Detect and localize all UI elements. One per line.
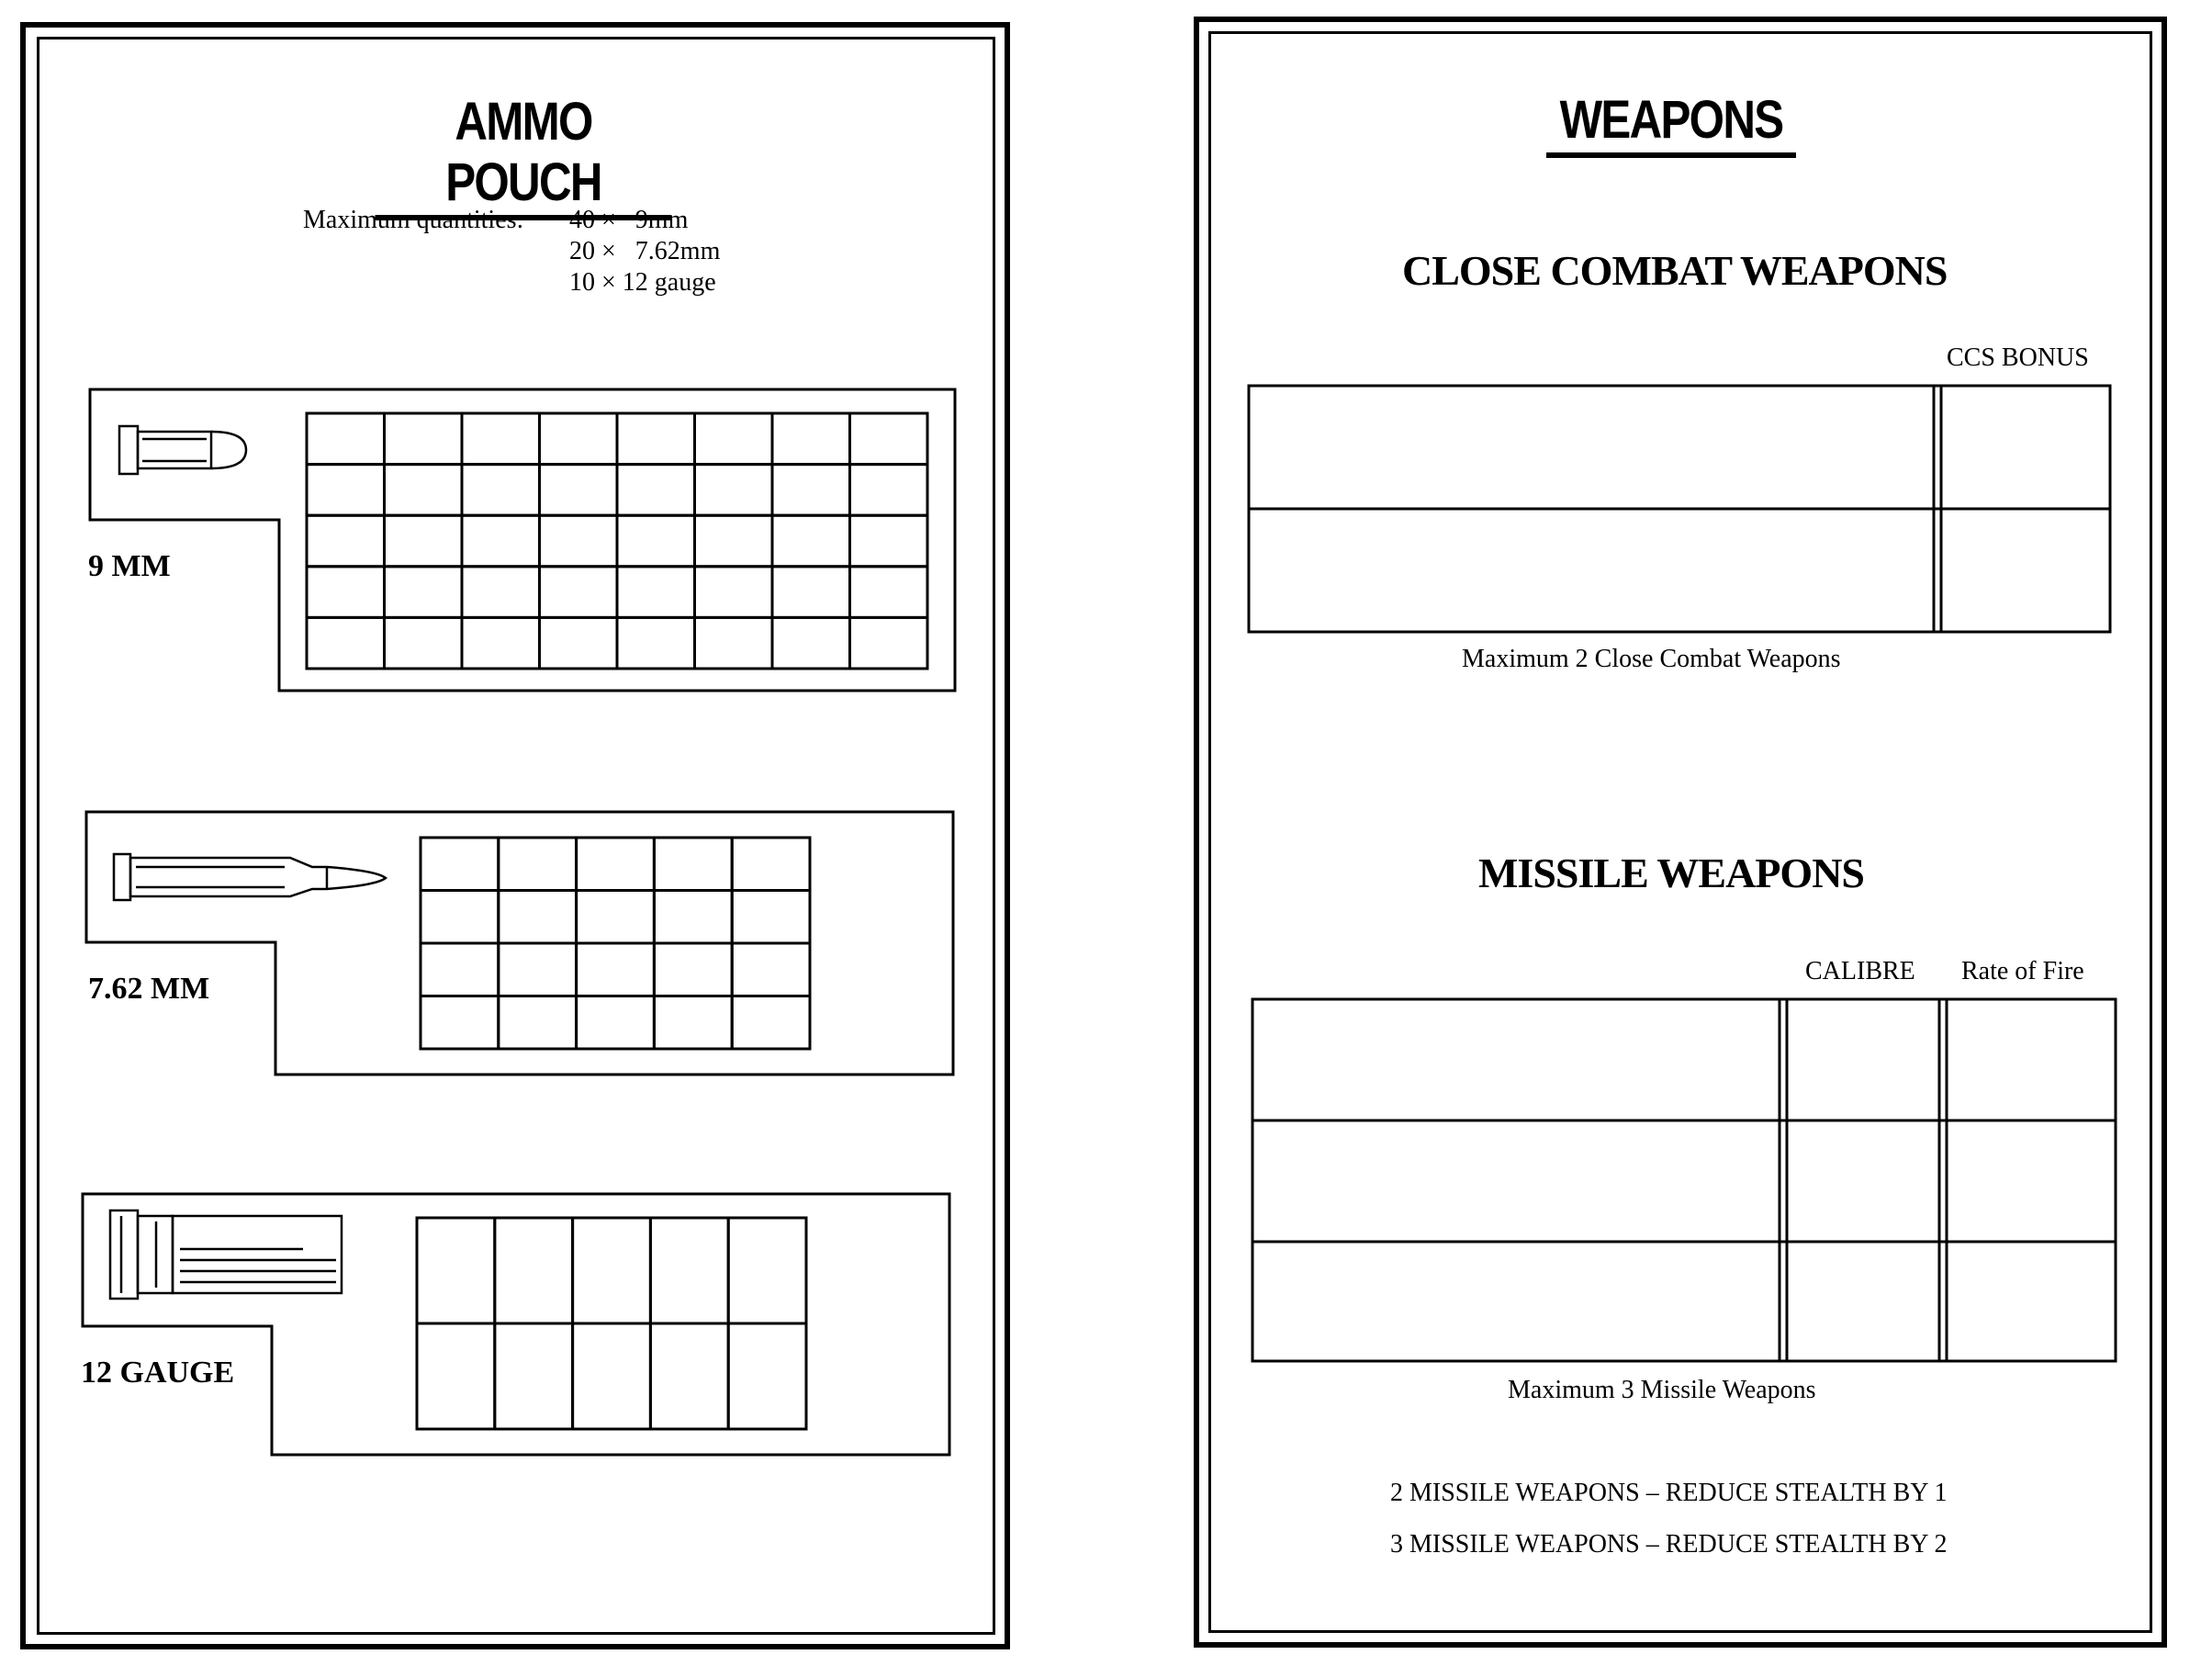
ammo-slot	[540, 465, 618, 516]
ammo-slot	[307, 465, 385, 516]
ammo-slot	[307, 617, 385, 669]
ccs-bonus-label: CCS BONUS	[1947, 343, 2089, 372]
max-quantities-label: Maximum quantities:	[303, 206, 524, 234]
ammo-slot	[850, 617, 928, 669]
ammo-slot	[540, 617, 618, 669]
ammo-slot	[577, 943, 655, 996]
missile-weapons-table	[1252, 999, 2116, 1361]
weapons-title: WEAPONS	[1546, 90, 1796, 158]
ammo-slot	[385, 617, 463, 669]
ammo-slot	[617, 515, 695, 567]
ammo-slot	[385, 413, 463, 465]
ammo-slot	[540, 515, 618, 567]
ammo-grid-9mm	[307, 413, 927, 669]
ammo-slot	[654, 891, 732, 944]
ammo-grid-762mm	[421, 838, 810, 1049]
ammo-slot	[495, 1218, 573, 1323]
ammo-slot	[495, 1323, 573, 1429]
ammo-grid-12gauge	[417, 1218, 806, 1429]
ammo-slot	[462, 567, 540, 618]
ammo-slot	[417, 1323, 495, 1429]
ammo-slot	[421, 838, 499, 891]
ammo-slot	[695, 465, 773, 516]
ammo-slot	[573, 1323, 651, 1429]
close-combat-table	[1249, 386, 2110, 632]
ammo-pouch-title: AMMO POUCH	[376, 92, 672, 220]
ammo-slot	[772, 413, 850, 465]
ammo-slot	[421, 943, 499, 996]
ammo-slot	[307, 413, 385, 465]
calibre-label: CALIBRE	[1805, 957, 1915, 985]
ammo-slot	[772, 617, 850, 669]
ammo-slot	[385, 465, 463, 516]
ammo-slot	[695, 515, 773, 567]
ammo-slot	[417, 1218, 495, 1323]
ammo-slot	[850, 567, 928, 618]
ammo-slot	[695, 413, 773, 465]
section-label-9mm: 9 MM	[88, 549, 171, 583]
ammo-slot	[850, 413, 928, 465]
ammo-slot	[499, 943, 577, 996]
cartridge-762mm-icon	[114, 854, 386, 900]
ammo-slot	[499, 838, 577, 891]
ammo-slot	[850, 515, 928, 567]
ammo-slot	[499, 891, 577, 944]
cartridge-9mm-icon	[119, 426, 246, 474]
ammo-slot	[577, 996, 655, 1050]
ammo-slot	[577, 891, 655, 944]
missile-weapons-heading: MISSILE WEAPONS	[1478, 850, 1865, 896]
ammo-slot	[307, 515, 385, 567]
stealth-rule-3: 3 MISSILE WEAPONS – REDUCE STEALTH BY 2	[1390, 1530, 1948, 1559]
ammo-slot	[462, 515, 540, 567]
ammo-slot	[772, 465, 850, 516]
ammo-slot	[307, 567, 385, 618]
ammo-slot	[421, 996, 499, 1050]
close-combat-note: Maximum 2 Close Combat Weapons	[1462, 645, 1841, 673]
shell-12gauge-icon	[110, 1210, 342, 1299]
ammo-slot	[732, 943, 810, 996]
ammo-slot	[695, 617, 773, 669]
ammo-slot	[617, 567, 695, 618]
section-label-762mm: 7.62 MM	[88, 972, 210, 1006]
ammo-slot	[540, 413, 618, 465]
ammo-slot	[732, 996, 810, 1050]
ammo-slot	[540, 567, 618, 618]
ammo-slot	[772, 567, 850, 618]
rate-of-fire-label: Rate of Fire	[1961, 957, 2084, 985]
ammo-slot	[499, 996, 577, 1050]
ammo-slot	[654, 943, 732, 996]
ammo-slot	[850, 465, 928, 516]
ammo-slot	[385, 515, 463, 567]
ammo-slot	[385, 567, 463, 618]
ammo-slot	[421, 891, 499, 944]
ammo-slot	[732, 891, 810, 944]
ammo-slot	[617, 413, 695, 465]
max-quantity-9mm: 40 × 9mm	[569, 206, 689, 234]
ammo-slot	[462, 465, 540, 516]
ammo-slot	[462, 617, 540, 669]
ammo-slot	[650, 1218, 728, 1323]
pouch-outline-9mm	[90, 389, 955, 691]
ammo-slot	[650, 1323, 728, 1429]
ammo-slot	[732, 838, 810, 891]
max-quantity-762mm: 20 × 7.62mm	[569, 237, 721, 265]
stealth-rule-2: 2 MISSILE WEAPONS – REDUCE STEALTH BY 1	[1390, 1479, 1948, 1507]
ammo-slot	[695, 567, 773, 618]
ammo-slot	[772, 515, 850, 567]
ammo-slot	[573, 1218, 651, 1323]
close-combat-heading: CLOSE COMBAT WEAPONS	[1402, 247, 1948, 294]
max-quantity-12gauge: 10 × 12 gauge	[569, 268, 716, 297]
ammo-slot	[654, 838, 732, 891]
missile-weapons-note: Maximum 3 Missile Weapons	[1508, 1376, 1816, 1404]
ammo-slot	[577, 838, 655, 891]
section-label-12gauge: 12 GAUGE	[81, 1356, 235, 1390]
ammo-slot	[462, 413, 540, 465]
ammo-slot	[728, 1323, 806, 1429]
ammo-slot	[728, 1218, 806, 1323]
ammo-slot	[617, 465, 695, 516]
ammo-slot	[654, 996, 732, 1050]
ammo-slot	[617, 617, 695, 669]
